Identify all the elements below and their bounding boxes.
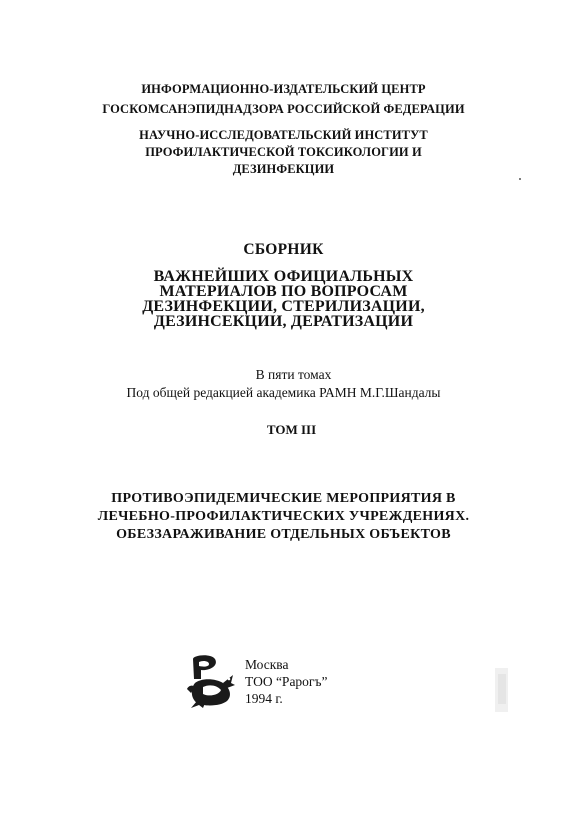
section-line-2: ЛЕЧЕБНО-ПРОФИЛАКТИЧЕСКИХ УЧРЕЖДЕНИЯХ. [97,509,470,524]
book-title-line-3: ДЕЗИНФЕКЦИИ, СТЕРИЛИЗАЦИИ, [142,298,425,315]
section-line-3: ОБЕЗЗАРАЖИВАНИЕ ОТДЕЛЬНЫХ ОБЪЕКТОВ [116,527,451,542]
volumes-count: В пяти томах [255,367,332,382]
rarog-bird-logo-icon [185,653,237,709]
publisher-info [245,656,327,707]
org-line-3: НАУЧНО-ИССЛЕДОВАТЕЛЬСКИЙ ИНСТИТУТ [139,128,428,142]
org-line-4: ПРОФИЛАКТИЧЕСКОЙ ТОКСИКОЛОГИИ И [145,145,422,159]
book-title-line-1: ВАЖНЕЙШИХ ОФИЦИАЛЬНЫХ [153,268,414,285]
org-line-1: ИНФОРМАЦИОННО-ИЗДАТЕЛЬСКИЙ ЦЕНТР [141,82,426,96]
volume-number: ТОМ III [266,422,317,437]
publication-year: 1994 г. [245,691,283,706]
publisher-name: ТОО “Рарогъ” [245,674,328,689]
org-line-2: ГОСКОМСАНЭПИДНАДЗОРА РОССИЙСКОЙ ФЕДЕРАЦИИ [102,102,465,116]
book-title-line-2: МАТЕРИАЛОВ ПО ВОПРОСАМ [159,283,408,300]
scan-speck [519,178,521,180]
book-title-line-4: ДЕЗИНСЕКЦИИ, ДЕРАТИЗАЦИИ [153,313,414,330]
org-line-5: ДЕЗИНФЕКЦИИ [232,162,335,176]
section-line-1: ПРОТИВОЭПИДЕМИЧЕСКИЕ МЕРОПРИЯТИЯ В [111,491,456,506]
publisher-city: Москва [245,657,289,672]
book-title-main: СБОРНИК [243,241,324,258]
scan-smudge [492,666,512,714]
editor-line: Под общей редакцией академика РАМН М.Г.Шандалы [126,385,441,400]
